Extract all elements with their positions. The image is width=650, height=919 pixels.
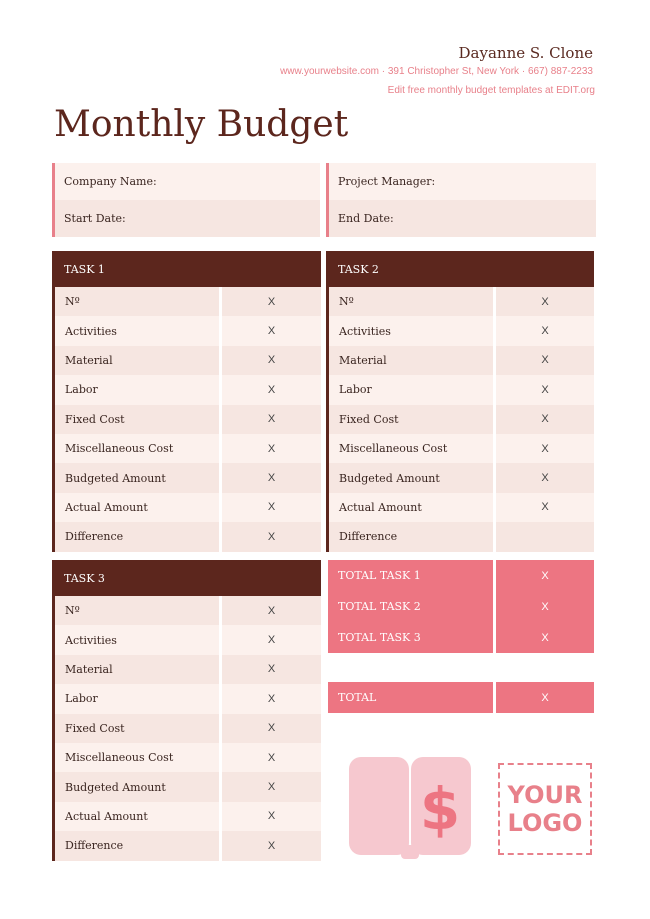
total-task-2-label: TOTAL TASK 2 (328, 591, 493, 622)
row-value[interactable]: X (222, 743, 321, 772)
row-label: Difference (55, 522, 219, 551)
table-row (329, 405, 594, 434)
company-info-box (52, 163, 320, 237)
row-value[interactable]: X (222, 831, 321, 860)
row-label: Labor (329, 375, 493, 404)
grand-total-label: TOTAL (328, 682, 493, 713)
end-date-field[interactable] (329, 200, 596, 237)
row-value[interactable]: X (222, 596, 321, 625)
task-1-header: TASK 1 (55, 251, 321, 287)
row-label: Material (329, 346, 493, 375)
table-row (55, 625, 321, 654)
table-row (55, 287, 321, 316)
row-label: Activities (329, 316, 493, 345)
row-value[interactable]: X (496, 287, 594, 316)
row-label: Actual Amount (55, 802, 219, 831)
row-label: Material (55, 655, 219, 684)
table-row (55, 743, 321, 772)
table-row (55, 346, 321, 375)
table-row (55, 522, 321, 551)
row-label: Fixed Cost (55, 405, 219, 434)
project-manager-field[interactable] (329, 163, 596, 200)
row-value[interactable]: X (222, 375, 321, 404)
table-row (55, 375, 321, 404)
row-label: Material (55, 346, 219, 375)
row-value[interactable]: X (222, 463, 321, 492)
row-value[interactable]: X (222, 802, 321, 831)
row-value[interactable]: X (222, 493, 321, 522)
table-row (55, 493, 321, 522)
table-row (329, 463, 594, 492)
header-contact: www.yourwebsite.com · 391 Christopher St, New York · 667) 887-2233 (280, 66, 593, 77)
total-task-1-row (328, 560, 594, 591)
logo-text-line1: YOUR (507, 781, 583, 809)
page-title: Monthly Budget (54, 104, 349, 145)
row-label: Nº (55, 596, 219, 625)
task-2-header: TASK 2 (329, 251, 594, 287)
total-task-1-value[interactable]: X (496, 560, 594, 591)
table-row (55, 802, 321, 831)
table-row (55, 831, 321, 860)
table-row (329, 316, 594, 345)
total-task-2-row (328, 591, 594, 622)
table-row (55, 772, 321, 801)
grand-total-row (328, 682, 594, 713)
grand-total-value[interactable]: X (496, 682, 594, 713)
row-value[interactable]: X (496, 375, 594, 404)
total-task-3-row (328, 622, 594, 653)
start-date-label: Start Date: (64, 212, 126, 225)
row-label: Labor (55, 684, 219, 713)
row-value[interactable]: X (496, 346, 594, 375)
table-row (55, 596, 321, 625)
table-row (55, 655, 321, 684)
row-value[interactable]: X (222, 287, 321, 316)
header-name: Dayanne S. Clone (458, 44, 593, 62)
table-row (55, 434, 321, 463)
row-label: Miscellaneous Cost (55, 743, 219, 772)
row-value[interactable]: X (222, 405, 321, 434)
logo-text-line2: LOGO (507, 809, 583, 837)
row-label: Miscellaneous Cost (55, 434, 219, 463)
row-label: Actual Amount (329, 493, 493, 522)
company-name-field[interactable] (55, 163, 320, 200)
row-label: Fixed Cost (55, 714, 219, 743)
total-task-1-label: TOTAL TASK 1 (328, 560, 493, 591)
row-value[interactable]: X (496, 405, 594, 434)
table-row (55, 714, 321, 743)
task-2-table (326, 251, 594, 552)
row-label: Difference (329, 522, 493, 551)
row-value[interactable]: X (222, 625, 321, 654)
row-value[interactable]: X (496, 463, 594, 492)
total-task-2-value[interactable]: X (496, 591, 594, 622)
row-value[interactable] (496, 522, 594, 551)
money-book-icon (349, 757, 471, 861)
row-value[interactable]: X (222, 434, 321, 463)
total-task-3-value[interactable]: X (496, 622, 594, 653)
totals-table (328, 560, 594, 713)
row-label: Fixed Cost (329, 405, 493, 434)
row-value[interactable]: X (222, 316, 321, 345)
table-row (329, 287, 594, 316)
table-row (329, 493, 594, 522)
row-label: Budgeted Amount (55, 463, 219, 492)
row-label: Nº (55, 287, 219, 316)
table-row (55, 316, 321, 345)
row-label: Miscellaneous Cost (329, 434, 493, 463)
row-value[interactable]: X (222, 522, 321, 551)
company-name-label: Company Name: (64, 175, 157, 188)
table-row (55, 684, 321, 713)
task-1-table (52, 251, 321, 552)
row-label: Labor (55, 375, 219, 404)
table-row (329, 434, 594, 463)
end-date-label: End Date: (338, 212, 394, 225)
row-value[interactable]: X (222, 772, 321, 801)
table-row (329, 522, 594, 551)
row-label: Nº (329, 287, 493, 316)
row-label: Budgeted Amount (329, 463, 493, 492)
table-row (329, 346, 594, 375)
task-3-table (52, 560, 321, 861)
logo-placeholder (498, 763, 592, 855)
row-label: Activities (55, 625, 219, 654)
row-label: Activities (55, 316, 219, 345)
table-row (55, 405, 321, 434)
row-value[interactable]: X (222, 714, 321, 743)
table-row (329, 375, 594, 404)
row-value[interactable]: X (222, 684, 321, 713)
row-value[interactable]: X (222, 346, 321, 375)
task-3-header: TASK 3 (55, 560, 321, 596)
manager-info-box (326, 163, 596, 237)
table-row (55, 463, 321, 492)
total-task-3-label: TOTAL TASK 3 (328, 622, 493, 653)
header-edit-note: Edit free monthly budget templates at EDIT.org (387, 85, 595, 96)
start-date-field[interactable] (55, 200, 320, 237)
row-value[interactable]: X (496, 316, 594, 345)
row-label: Actual Amount (55, 493, 219, 522)
row-label: Difference (55, 831, 219, 860)
svg-text:$: $ (419, 775, 461, 843)
row-value[interactable]: X (222, 655, 321, 684)
row-value[interactable]: X (496, 493, 594, 522)
row-label: Budgeted Amount (55, 772, 219, 801)
row-value[interactable]: X (496, 434, 594, 463)
project-manager-label: Project Manager: (338, 175, 436, 188)
